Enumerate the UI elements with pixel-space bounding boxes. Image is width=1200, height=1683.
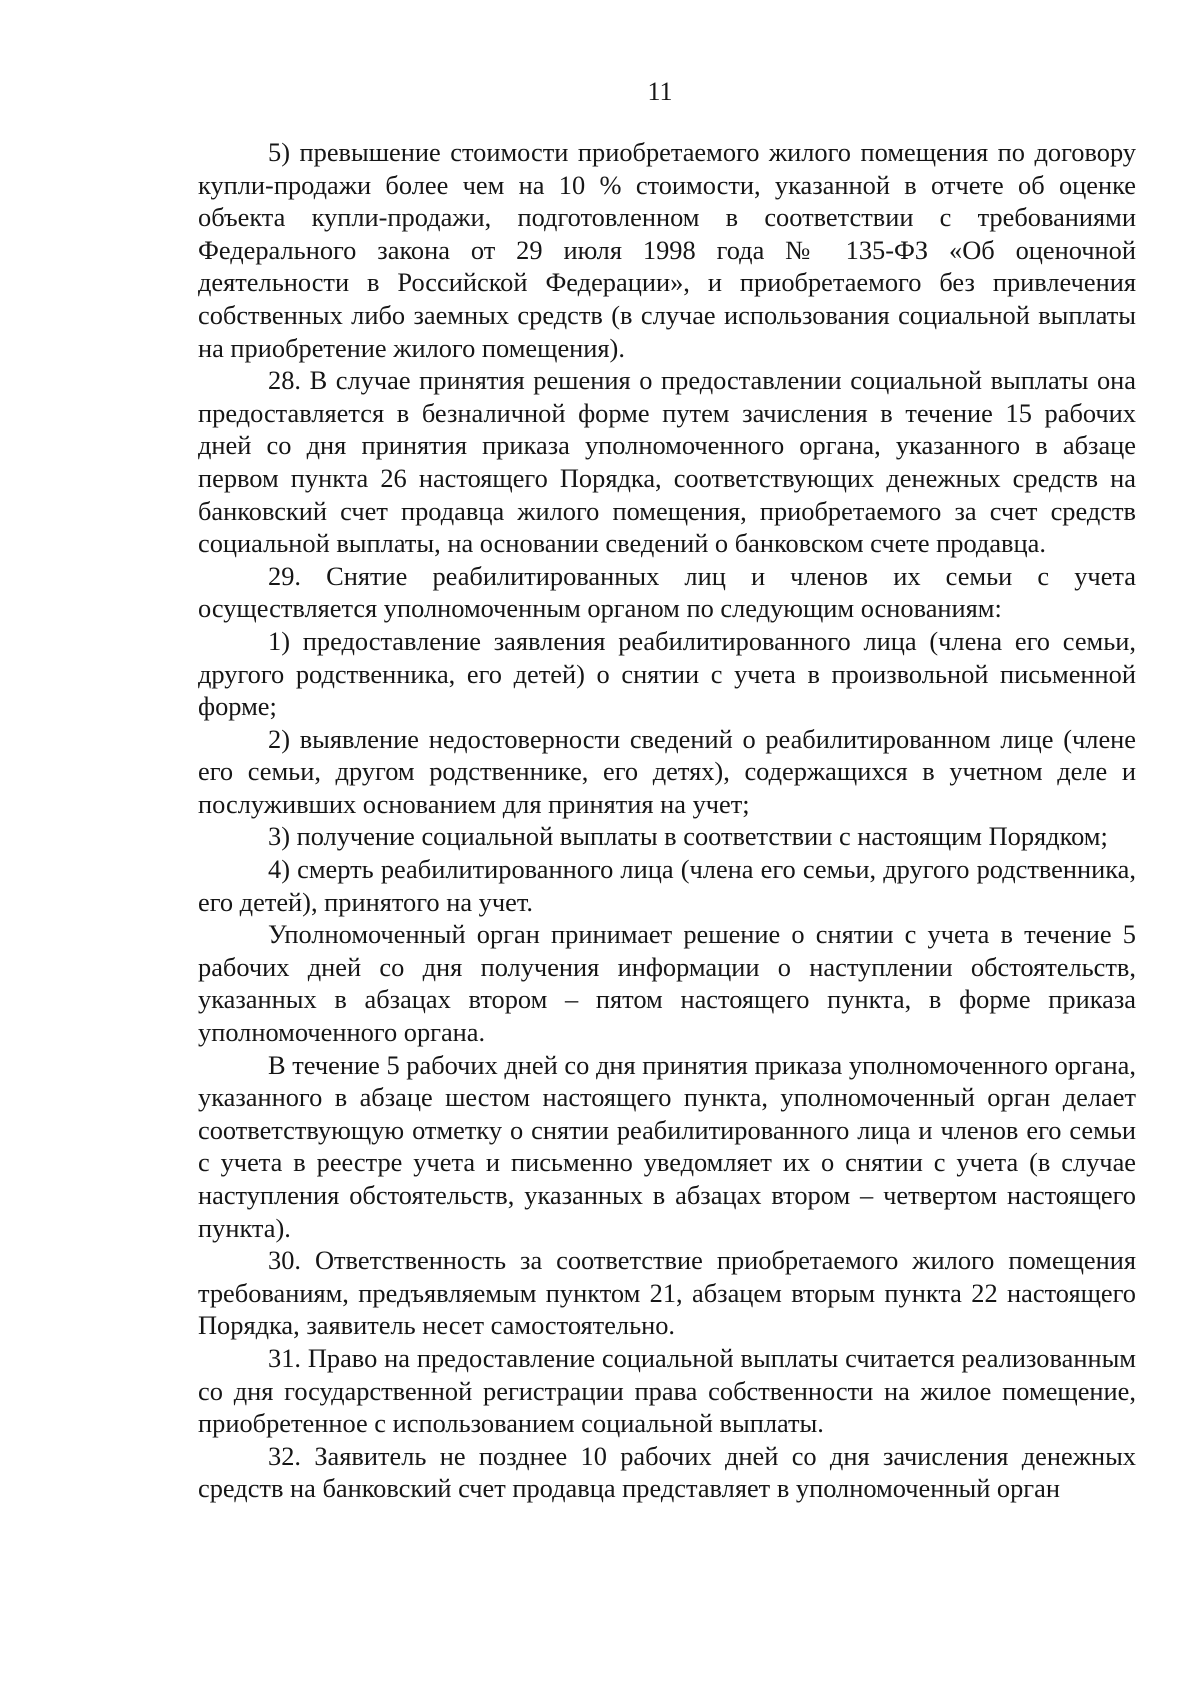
- paragraph-29-item-4: 4) смерть реабилитированного лица (члена его семьи, другого родственника, его детей), принятого на учет.: [198, 854, 1136, 917]
- paragraph-29-item-1: 1) предоставление заявления реабилитированного лица (члена его семьи, другого родственника, его детей) о снятии с учета в произвольной письменной форме;: [198, 625, 1136, 722]
- paragraph-29-notification: В течение 5 рабочих дней со дня принятия приказа уполномоченного органа, указанного в абзаце шестом настоящего пункта, уполномоченный орган делает соответствующую отметку о снятии реабилитированного лица и членов его семьи с учета в реестре учета и письменно уведомляет их о снятии с учета (в случае наступления обстоятельств, указанных в абзацах втором – четвертом настоящего пункта).: [198, 1049, 1136, 1243]
- paragraph-32: 32. Заявитель не позднее 10 рабочих дней со дня зачисления денежных средств на банковский счет продавца представляет в уполномоченный орган: [198, 1440, 1136, 1504]
- paragraph-29-decision: Уполномоченный орган принимает решение о снятии с учета в течение 5 рабочих дней со дня получения информации о наступлении обстоятельств, указанных в абзацах втором – пятом настоящего пункта, в форме приказа уполномоченного органа.: [198, 919, 1136, 1048]
- paragraph-31: 31. Право на предоставление социальной выплаты считается реализованным со дня государственной регистрации права собственности на жилое помещение, приобретенное с использованием социальной выплаты.: [198, 1342, 1136, 1439]
- paragraph-30: 30. Ответственность за соответствие приобретаемого жилого помещения требованиям, предъявляемым пунктом 21, абзацем вторым пункта 22 настоящего Порядка, заявитель несет самостоятельно.: [198, 1245, 1136, 1341]
- paragraph-29: 29. Снятие реабилитированных лиц и членов их семьи с учета осуществляется уполномоченным органом по следующим основаниям:: [198, 560, 1136, 624]
- paragraph-29-item-3: 3) получение социальной выплаты в соответствии с настоящим Порядком;: [268, 821, 1108, 852]
- paragraph-28: 28. В случае принятия решения о предоставлении социальной выплаты она предоставляется в безналичной форме путем зачисления в течение 15 рабочих дней со дня принятия приказа уполномоченного органа, указанного в абзаце первом пункта 26 настоящего Порядка, соответствующих денежных средств на банковский счет продавца жилого помещения, приобретаемого за счет средств социальной выплаты, на основании сведений о банковском счете продавца.: [198, 365, 1136, 559]
- paragraph-item-5: 5) превышение стоимости приобретаемого жилого помещения по договору купли-продажи более чем на 10 % стоимости, указанной в отчете об оценке объекта купли-продажи, подготовленном в соответствии с требованиями Федерального закона от 29 июля 1998 года № 135-ФЗ «Об оценочной деятельности в Российской Федерации», и приобретаемого без привлечения собственных либо заемных средств (в случае использования социальной выплаты на приобретение жилого помещения).: [198, 137, 1136, 363]
- document-body: [198, 136, 1136, 1505]
- page-number: 11: [647, 77, 673, 106]
- paragraph-29-item-2: 2) выявление недостоверности сведений о реабилитированном лице (члене его семьи, другом родственнике, его детях), содержащихся в учетном деле и послуживших основанием для принятия на учет;: [198, 723, 1136, 819]
